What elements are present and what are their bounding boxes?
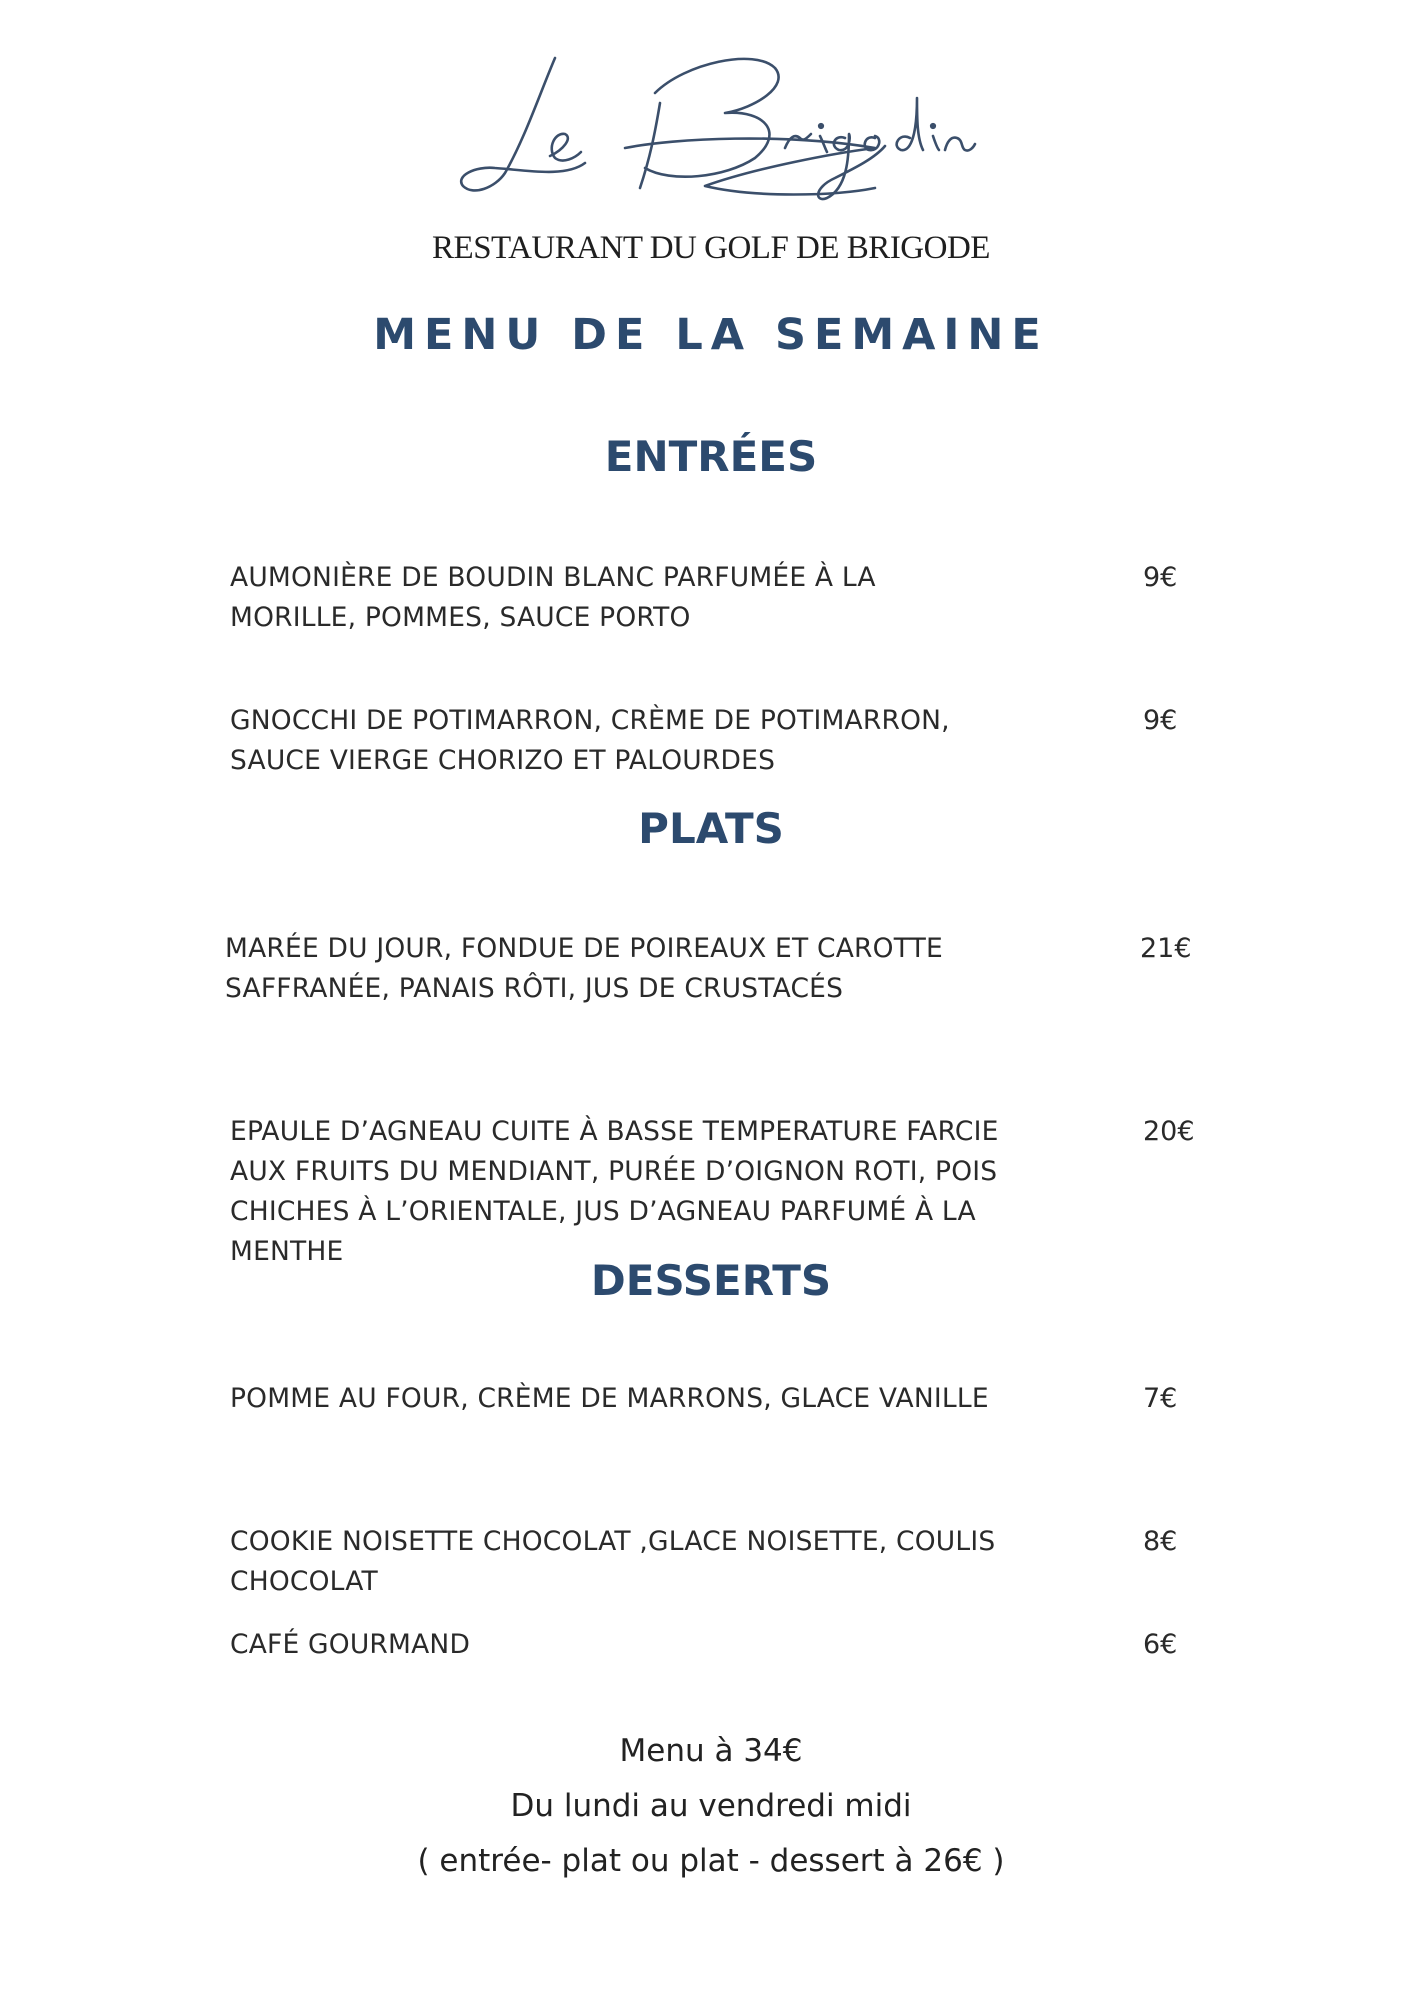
dish-line: MENTHE xyxy=(230,1236,344,1267)
price-dessert-2: 8€ xyxy=(1143,1526,1178,1557)
menu-availability-line: Du lundi au vendredi midi xyxy=(510,1788,912,1824)
menu-item-entree-2 xyxy=(230,701,950,781)
menu-price-line: Menu à 34€ xyxy=(619,1733,803,1769)
dish-line: SAUCE VIERGE CHORIZO ET PALOURDES xyxy=(230,745,776,776)
price-plat-1: 21€ xyxy=(1140,933,1192,964)
dish-line: POMME AU FOUR, CRÈME DE MARRONS, GLACE VANILLE xyxy=(230,1383,989,1414)
menu-item-dessert-1 xyxy=(230,1379,989,1419)
page-title: MENU DE LA SEMAINE xyxy=(373,310,1049,360)
section-title-desserts: DESSERTS xyxy=(590,1256,832,1305)
menu-item-dessert-2 xyxy=(230,1522,995,1602)
price-entree-2: 9€ xyxy=(1143,705,1178,736)
dish-line: CAFÉ GOURMAND xyxy=(230,1629,471,1660)
price-dessert-1: 7€ xyxy=(1143,1383,1178,1414)
price-dessert-3: 6€ xyxy=(1143,1629,1178,1660)
dish-line: MARÉE DU JOUR, FONDUE DE POIREAUX ET CAROTTE xyxy=(225,933,943,964)
dish-line: EPAULE D’AGNEAU CUITE À BASSE TEMPERATURE FARCIE xyxy=(230,1116,999,1147)
dish-line: CHOCOLAT xyxy=(230,1566,378,1597)
menu-item-entree-1 xyxy=(230,558,876,638)
dish-line: COOKIE NOISETTE CHOCOLAT ,GLACE NOISETTE, COULIS xyxy=(230,1526,996,1557)
menu-item-dessert-3 xyxy=(230,1625,470,1665)
dish-line: GNOCCHI DE POTIMARRON, CRÈME DE POTIMARRON, xyxy=(230,705,950,736)
logo-script-graphic xyxy=(455,38,975,208)
menu-formula-line: ( entrée- plat ou plat - dessert à 26€ ) xyxy=(417,1843,1005,1879)
dish-line: MORILLE, POMMES, SAUCE PORTO xyxy=(230,602,691,633)
restaurant-subtitle: RESTAURANT DU GOLF DE BRIGODE xyxy=(432,230,990,266)
price-entree-1: 9€ xyxy=(1143,562,1178,593)
section-title-entrees: ENTRÉES xyxy=(604,432,818,481)
menu-item-plat-1 xyxy=(225,929,943,1009)
section-title-plats: PLATS xyxy=(638,804,784,853)
restaurant-logo xyxy=(455,38,975,208)
price-plat-2: 20€ xyxy=(1143,1116,1195,1147)
dish-line: CHICHES À L’ORIENTALE, JUS D’AGNEAU PARFUMÉ À LA xyxy=(230,1196,976,1227)
menu-item-plat-2 xyxy=(230,1112,999,1272)
dish-line: SAFFRANÉE, PANAIS RÔTI, JUS DE CRUSTACÉS xyxy=(225,973,844,1004)
dish-line: AUMONIÈRE DE BOUDIN BLANC PARFUMÉE À LA xyxy=(230,562,876,593)
dish-line: AUX FRUITS DU MENDIANT, PURÉE D’OIGNON ROTI, POIS xyxy=(230,1156,998,1187)
